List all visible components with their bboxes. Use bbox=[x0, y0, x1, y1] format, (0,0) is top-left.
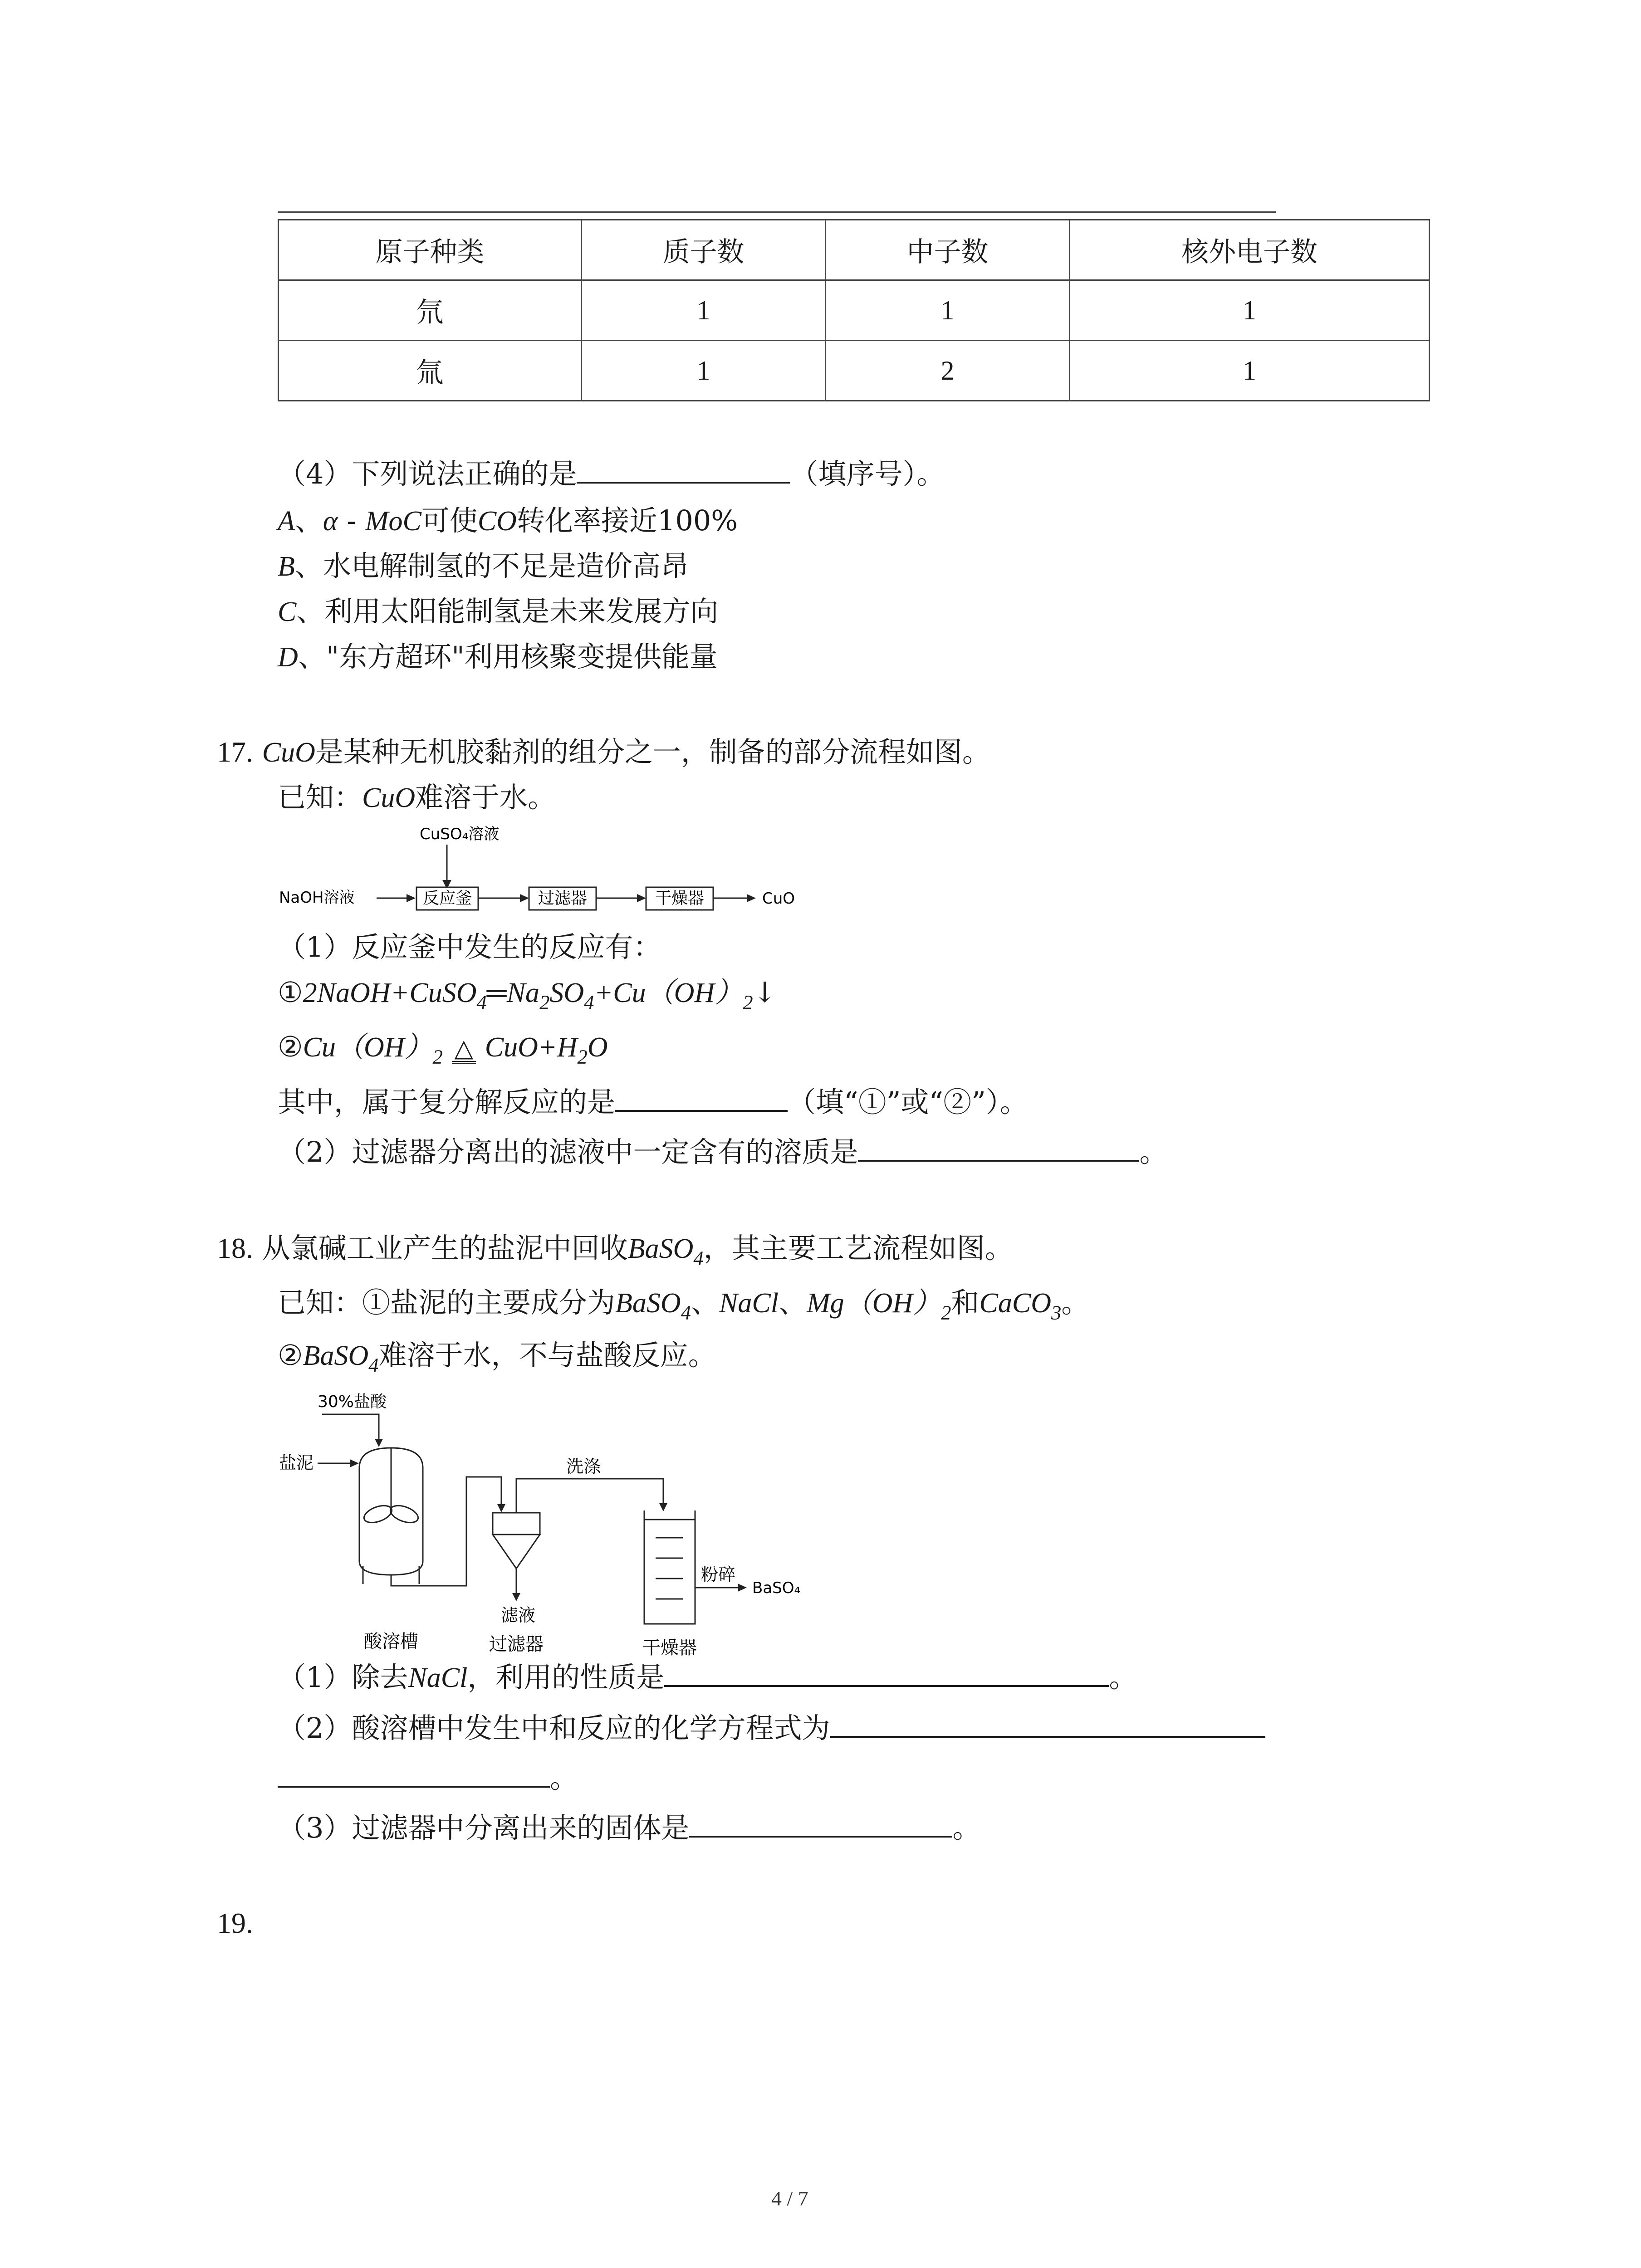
answer-blank[interactable] bbox=[830, 1711, 1265, 1738]
filter-label: 过滤器 bbox=[489, 1634, 544, 1655]
table-cell: 1 bbox=[582, 341, 826, 401]
table-header-cell: 中子数 bbox=[826, 220, 1070, 280]
q18-known-1: 已知：①盐泥的主要成分为BaSO$_4$、NaCl、$Mg(OH)_2$和CaCO$_3$。 bbox=[278, 1286, 1090, 1324]
q17-equation-2: $②Cu(OH)_2$ △ $CuO+H_2O$ bbox=[278, 1030, 608, 1068]
q17-equation-1: $①2NaOH+CuSO_4═Na_2SO_4+Cu(OH)_2↓$ bbox=[278, 976, 777, 1014]
filtrate-label: 滤液 bbox=[501, 1605, 536, 1625]
q17-part2: （2）过滤器分离出的滤液中一定含有的溶质是 。 bbox=[278, 1135, 1168, 1168]
q16-option-b: B、水电解制氢的不足是造价高昂 bbox=[278, 549, 689, 582]
answer-blank[interactable] bbox=[577, 456, 790, 484]
naoh-label: NaOH溶液 bbox=[279, 889, 355, 907]
q18-process-diagram bbox=[272, 1388, 862, 1656]
q19-number: 19. bbox=[217, 1907, 253, 1939]
table-cell: 1 bbox=[826, 280, 1070, 341]
acid-tank-label: 酸溶槽 bbox=[364, 1631, 418, 1652]
q18-part2: （2）酸溶槽中发生中和反应的化学方程式为 bbox=[278, 1710, 1265, 1746]
q18-part3: （3）过滤器中分离出来的固体是 。 bbox=[278, 1811, 981, 1844]
cuo-product-label: CuO bbox=[762, 890, 795, 908]
dryer-body bbox=[644, 1520, 695, 1624]
table-header-cell: 质子数 bbox=[582, 220, 826, 280]
q17-known: 已知：CuO难溶于水。 bbox=[278, 781, 556, 814]
q17-part1: （1）反应釜中发生的反应有： bbox=[278, 930, 661, 963]
q18-known-2: ②BaSO$_4$难溶于水，不与盐酸反应。 bbox=[278, 1339, 716, 1377]
table-cell: 2 bbox=[826, 341, 1070, 401]
q16-option-d: D、"东方超环"利用核聚变提供能量 bbox=[278, 640, 718, 673]
wash-label: 洗涤 bbox=[566, 1457, 601, 1476]
answer-blank[interactable] bbox=[278, 1760, 550, 1788]
filter-label: 过滤器 bbox=[538, 889, 588, 908]
table-row bbox=[279, 280, 1430, 341]
table-header-cell: 核外电子数 bbox=[1070, 220, 1430, 280]
table-cell: 氚 bbox=[279, 341, 582, 401]
q16-option-c: C、利用太阳能制氢是未来发展方向 bbox=[278, 595, 719, 628]
acid-label: 30%盐酸 bbox=[318, 1393, 387, 1411]
q18-part1: （1）除去NaCl，利用的性质是 。 bbox=[278, 1661, 1137, 1694]
q17-title: 17. CuO是某种无机胶黏剂的组分之一，制备的部分流程如图。 bbox=[217, 735, 990, 768]
page-number: 4 / 7 bbox=[771, 2187, 808, 2210]
answer-blank[interactable] bbox=[689, 1810, 952, 1838]
answer-blank[interactable] bbox=[664, 1660, 1109, 1687]
dryer-label: 干燥器 bbox=[642, 1637, 697, 1656]
dryer-label: 干燥器 bbox=[655, 889, 705, 908]
table-cell: 1 bbox=[1070, 280, 1430, 341]
table-row bbox=[279, 341, 1430, 401]
table-cell: 1 bbox=[582, 280, 826, 341]
table-cell: 1 bbox=[1070, 341, 1430, 401]
baso4-product-label: BaSO₄ bbox=[752, 1579, 801, 1597]
table-header-cell: 原子种类 bbox=[279, 220, 582, 280]
q17-question-1: 其中，属于复分解反应的是 （填“①”或“②”）。 bbox=[278, 1085, 1028, 1119]
q16-part4-stem: （4）下列说法正确的是 （填序号）。 bbox=[278, 457, 945, 490]
table-top-rule bbox=[278, 211, 1276, 213]
q17-flow-diagram bbox=[272, 821, 826, 921]
reactor-label: 反应釜 bbox=[422, 889, 472, 908]
answer-blank[interactable] bbox=[858, 1134, 1139, 1162]
table-header-row bbox=[279, 220, 1430, 280]
q16-option-a: A、α - MoC可使CO转化率接近100% bbox=[278, 504, 738, 537]
q18-title: 18. 从氯碱工业产生的盐泥中回收BaSO$_4$，其主要工艺流程如图。 bbox=[217, 1232, 1013, 1270]
q18-part2-continued: 。 bbox=[278, 1760, 578, 1796]
table-cell: 氘 bbox=[279, 280, 582, 341]
mud-label: 盐泥 bbox=[279, 1453, 314, 1473]
answer-blank[interactable] bbox=[615, 1085, 788, 1112]
crush-label: 粉碎 bbox=[701, 1564, 736, 1584]
filter-body bbox=[493, 1513, 540, 1535]
filter-funnel bbox=[493, 1535, 540, 1569]
atom-table bbox=[278, 219, 1430, 401]
cuso4-label: CuSO₄溶液 bbox=[420, 825, 500, 843]
